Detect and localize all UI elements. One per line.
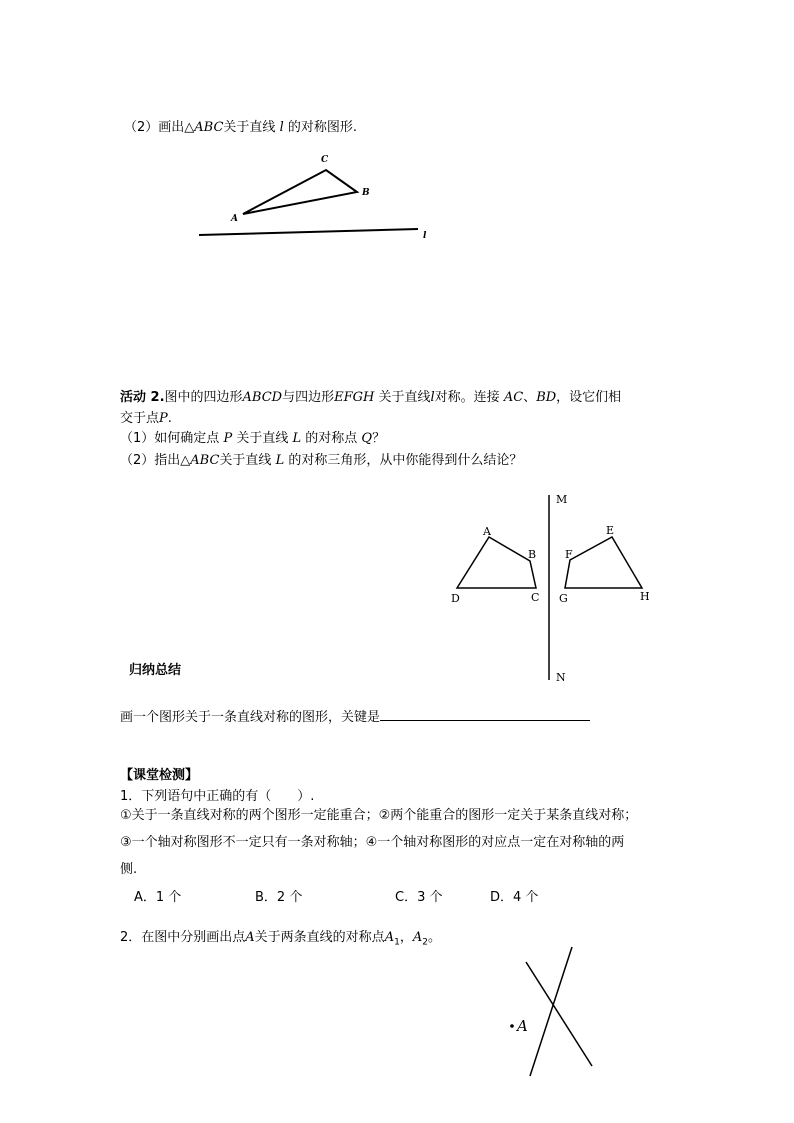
activity2-q2-post: 的对称三角形，从中你能得到什么结论？ bbox=[288, 453, 523, 468]
activity2-q1-pre: 如何确定点 bbox=[154, 431, 220, 446]
activity2-q1-l: L bbox=[292, 431, 302, 446]
check-title: 【课堂检测】 bbox=[120, 768, 199, 783]
activity2-line2-pre: 交于点 bbox=[120, 411, 160, 426]
activity2-efgh: EFGH bbox=[334, 390, 375, 405]
label-a: A bbox=[231, 214, 238, 224]
activity2-q1-p: P bbox=[223, 431, 233, 446]
activity2-l: l bbox=[430, 390, 435, 405]
activity2-ac: AC bbox=[503, 390, 524, 405]
label-h: H bbox=[640, 590, 650, 603]
q2-mid: 关于两条直线的对称点 bbox=[254, 930, 385, 945]
label-a: A bbox=[517, 1017, 528, 1035]
label-e: E bbox=[606, 524, 615, 537]
label-a: A bbox=[483, 525, 491, 538]
activity2-q2-abc: ABC bbox=[190, 453, 220, 468]
activity2-q1-mid2: 的对称点 bbox=[305, 431, 358, 446]
activity2-bd: BD bbox=[536, 390, 557, 405]
q2-sub2: 2 bbox=[422, 937, 428, 948]
q1-statement-3: 侧. bbox=[120, 862, 138, 877]
option-c[interactable]: C．3 个 bbox=[395, 890, 443, 905]
q1-statement-2: ③一个轴对称图形不一定只有一条对称轴；④一个轴对称图形的对应点一定在对称轴的两 bbox=[120, 835, 625, 850]
activity2-t2: 与四边形 bbox=[282, 390, 335, 405]
summary-title: 归纳总结 bbox=[129, 663, 182, 678]
activity2-q1-post: ？ bbox=[372, 431, 386, 446]
activity2-t4: 对称。连接 bbox=[434, 390, 500, 405]
label-b: B bbox=[362, 188, 370, 198]
activity2-q2-number: （2） bbox=[120, 453, 155, 468]
part2-number: （2） bbox=[124, 120, 159, 135]
activity2-q1-mid: 关于直线 bbox=[236, 431, 289, 446]
activity2-t5: ，设它们相 bbox=[556, 390, 622, 405]
q2-pre: 2．在图中分别画出点 bbox=[120, 930, 246, 945]
part2-text-post: 的对称图形. bbox=[287, 120, 358, 135]
option-b[interactable]: B．2 个 bbox=[255, 890, 303, 905]
q1-statement-1: ①关于一条直线对称的两个图形一定能重合；②两个能重合的图形一定关于某条直线对称； bbox=[120, 808, 638, 823]
activity2-t3: 关于直线 bbox=[378, 390, 431, 405]
point-a-dot bbox=[510, 1024, 514, 1028]
option-a[interactable]: A．1 个 bbox=[134, 890, 182, 905]
q2-sep: ， bbox=[399, 930, 413, 945]
label-c: C bbox=[321, 155, 329, 165]
label-l: l bbox=[423, 231, 427, 241]
line-1 bbox=[526, 962, 592, 1066]
summary-text: 画一个图形关于一条直线对称的图形，关键是 bbox=[120, 710, 381, 725]
activity2-abcd: ABCD bbox=[242, 390, 283, 405]
q1-stem: 1．下列语句中正确的有（ ）. bbox=[120, 789, 315, 804]
part2-text-pre: 画出△ bbox=[158, 120, 195, 135]
label-n: N bbox=[556, 671, 566, 684]
q2-a2: A bbox=[412, 930, 423, 945]
q2-post: 。 bbox=[427, 930, 441, 945]
part2-text-mid: 关于直线 bbox=[223, 120, 276, 135]
activity2-title: 活动 2. bbox=[120, 390, 165, 405]
activity2-sep: 、 bbox=[523, 390, 537, 405]
label-m: M bbox=[556, 493, 568, 506]
label-f: F bbox=[565, 548, 573, 561]
activity2-q2-l: L bbox=[275, 453, 285, 468]
option-d[interactable]: D．4 个 bbox=[490, 890, 539, 905]
line-2 bbox=[530, 947, 572, 1076]
activity2-q1-q: Q bbox=[361, 431, 373, 446]
label-b: B bbox=[528, 548, 537, 561]
q2-a1: A bbox=[384, 930, 395, 945]
label-g: G bbox=[559, 592, 568, 605]
activity2-t1: 图中的四边形 bbox=[164, 390, 243, 405]
activity2-q2-mid: 关于直线 bbox=[219, 453, 272, 468]
q2-a: A bbox=[245, 930, 255, 945]
part2-abc: ABC bbox=[194, 120, 224, 135]
label-c: C bbox=[531, 591, 540, 604]
activity2-line2-post: . bbox=[167, 411, 172, 426]
activity2-q1-number: （1） bbox=[120, 431, 155, 446]
q2-sub1: 1 bbox=[394, 937, 400, 948]
activity2-p: P bbox=[159, 411, 168, 426]
part2-l: l bbox=[279, 120, 284, 135]
activity2-q2-pre: 指出△ bbox=[154, 453, 191, 468]
label-d: D bbox=[451, 592, 460, 605]
